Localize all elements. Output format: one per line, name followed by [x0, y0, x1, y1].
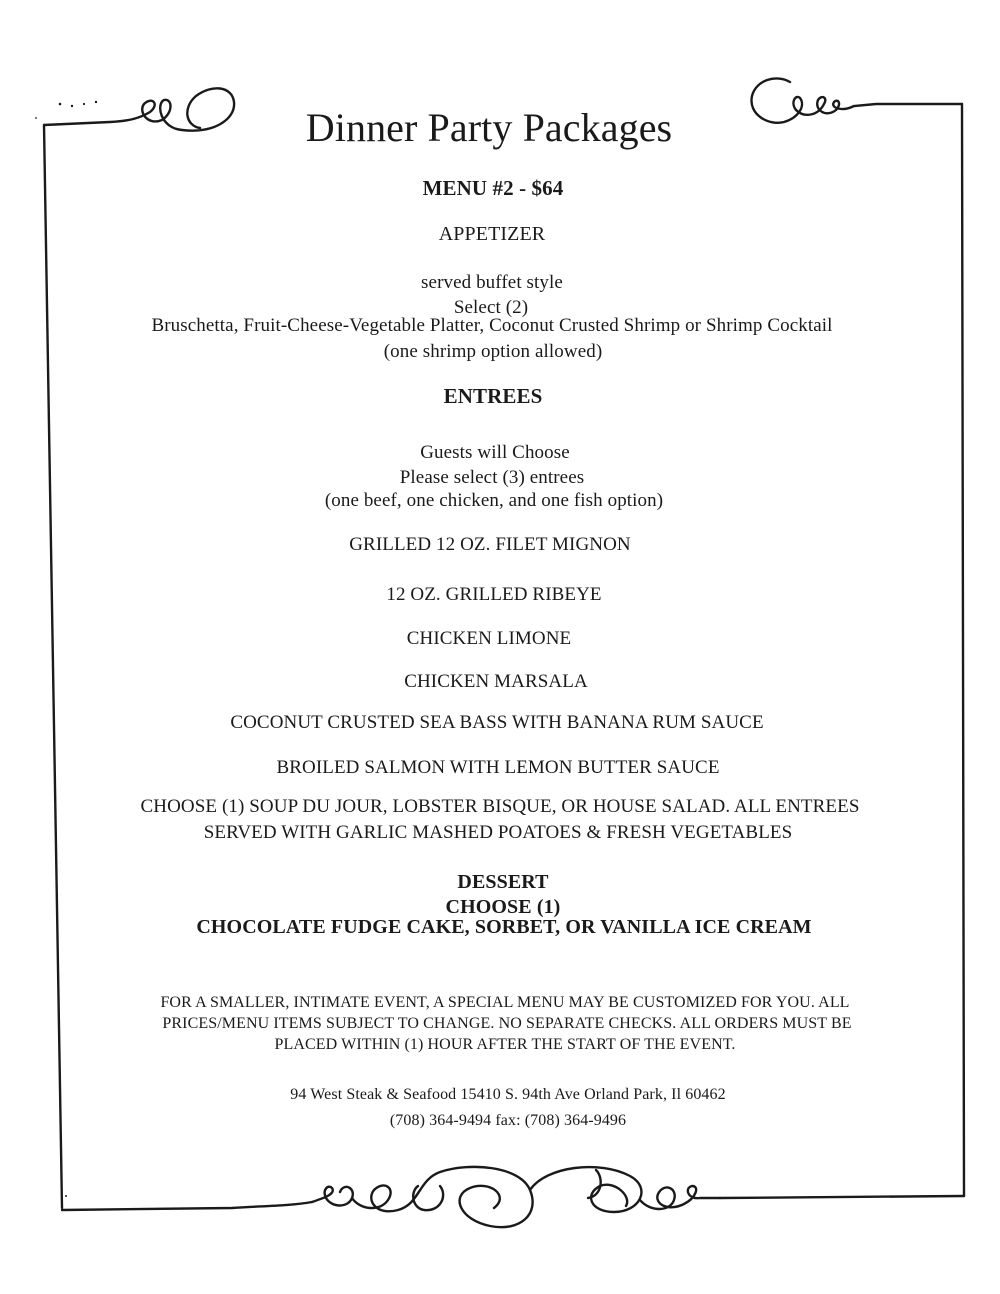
entree-item: BROILED SALMON WITH LEMON BUTTER SAUCE	[276, 757, 720, 778]
entree-item: GRILLED 12 OZ. FILET MIGNON	[349, 534, 631, 555]
dessert-line: CHOOSE (1)	[445, 896, 561, 918]
entree-item: COCONUT CRUSTED SEA BASS WITH BANANA RUM SAUCE	[230, 712, 764, 733]
appetizer-line: (one shrimp option allowed)	[383, 341, 603, 362]
notice-line: PLACED WITHIN (1) HOUR AFTER THE START OF THE EVENT.	[274, 1036, 736, 1053]
bottom-flourish	[312, 1167, 720, 1227]
appetizer-heading: APPETIZER	[438, 223, 546, 245]
bottom-border	[62, 1196, 964, 1210]
appetizer-line: Select (2)	[453, 297, 529, 318]
dessert-options: CHOCOLATE FUDGE CAKE, SORBET, OR VANILLA ICE CREAM	[196, 916, 812, 938]
restaurant-phone: (708) 364-9494 fax: (708) 364-9496	[389, 1112, 627, 1129]
entree-item: CHICKEN LIMONE	[406, 628, 572, 649]
page-title: Dinner Party Packages	[305, 105, 673, 150]
entree-item: CHICKEN MARSALA	[404, 671, 588, 692]
restaurant-address: 94 West Steak & Seafood 15410 S. 94th Ave Orland Park, Il 60462	[290, 1086, 726, 1103]
appetizer-line: served buffet style	[421, 272, 563, 293]
appetizer-line: Bruschetta, Fruit-Cheese-Vegetable Platter, Coconut Crusted Shrimp or Shrimp Cocktail	[151, 315, 833, 336]
notice-line: PRICES/MENU ITEMS SUBJECT TO CHANGE. NO SEPARATE CHECKS. ALL ORDERS MUST BE	[162, 1015, 852, 1032]
entree-sides-line: SERVED WITH GARLIC MASHED POATOES & FRESH VEGETABLES	[203, 822, 793, 843]
entrees-line: (one beef, one chicken, and one fish option)	[324, 490, 664, 511]
entrees-line: Guests will Choose	[420, 442, 570, 463]
notice-line: FOR A SMALLER, INTIMATE EVENT, A SPECIAL MENU MAY BE CUSTOMIZED FOR YOU. ALL	[160, 994, 850, 1011]
entrees-heading: ENTREES	[443, 384, 543, 408]
dessert-heading: DESSERT	[457, 871, 549, 893]
menu-heading: MENU #2 - $64	[422, 176, 564, 200]
entree-item: 12 OZ. GRILLED RIBEYE	[386, 584, 602, 605]
entrees-line: Please select (3) entrees	[399, 467, 585, 488]
entree-sides-line: CHOOSE (1) SOUP DU JOUR, LOBSTER BISQUE, OR HOUSE SALAD. ALL ENTREES	[140, 796, 860, 817]
